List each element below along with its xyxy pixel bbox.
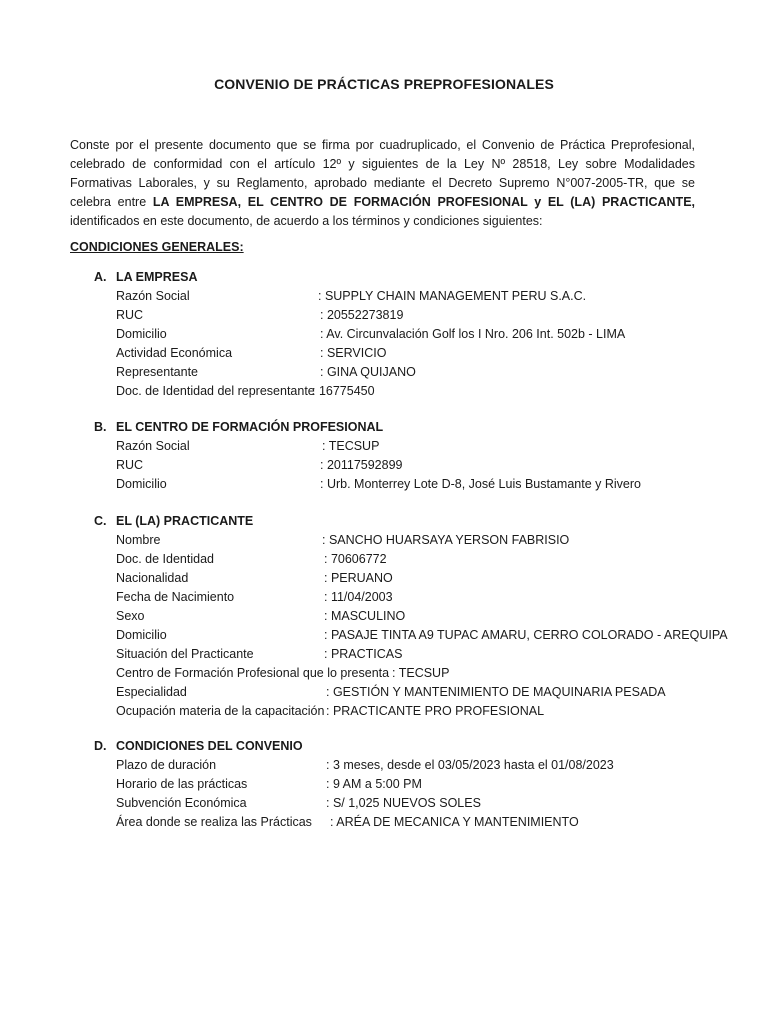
- field-value: : 11/04/2003: [324, 590, 393, 604]
- field-value: : S/ 1,025 NUEVOS SOLES: [326, 796, 481, 810]
- intro-parties-bold: LA EMPRESA, EL CENTRO DE FORMACIÓN PROFESIONAL y EL (LA) PRACTICANTE,: [152, 195, 696, 209]
- field-label: Sexo: [116, 609, 145, 623]
- field-row: [0, 685, 768, 704]
- field-row: [0, 384, 768, 403]
- intro-text-2: identificados en este documento, de acuerdo a los términos y condiciones siguientes:: [70, 214, 543, 228]
- field-label: Doc. de Identidad: [116, 552, 214, 566]
- field-value: : 20552273819: [320, 308, 404, 322]
- field-row: [0, 571, 768, 590]
- field-row: [0, 628, 768, 647]
- field-value: : PRACTICANTE PRO PROFESIONAL: [326, 704, 545, 718]
- field-row: [0, 308, 768, 327]
- field-row: [0, 552, 768, 571]
- field-label: Actividad Económica: [116, 346, 233, 360]
- field-value: : ARÉA DE MECANICA Y MANTENIMIENTO: [330, 815, 579, 829]
- field-row: [0, 365, 768, 384]
- field-label: Situación del Practicante: [116, 647, 254, 661]
- intro-text-1: Conste por el presente documento que se firma por cuadruplicado, el Convenio de Práctica Preprofesional, celebrado de conformidad con el artículo 12º y siguientes de la Ley Nº 28518, Ley sobre Modalidades Formativas Laborales, y su Reglamento, aprobado mediante el Decreto Supremo N°007-2005-TR, que se celebra entre: [70, 138, 695, 209]
- field-label: Fecha de Nacimiento: [116, 590, 235, 604]
- field-value: : PRACTICAS: [324, 647, 403, 661]
- field-value: : PERUANO: [324, 571, 393, 585]
- field-value: : TECSUP: [322, 439, 380, 453]
- field-label: Razón Social: [116, 289, 190, 303]
- field-label: RUC: [116, 308, 144, 322]
- document-title: CONVENIO DE PRÁCTICAS PREPROFESIONALES: [214, 76, 554, 92]
- field-row: [0, 609, 768, 628]
- field-label: RUC: [116, 458, 144, 472]
- field-row: [0, 327, 768, 346]
- field-label: Representante: [116, 365, 199, 379]
- field-row: [0, 704, 768, 723]
- section-letter: D.: [94, 739, 107, 753]
- field-label: Centro de Formación Profesional que lo presenta: [116, 666, 390, 680]
- section-title: LA EMPRESA: [116, 270, 198, 284]
- section-heading: [94, 739, 303, 753]
- section-title: CONDICIONES DEL CONVENIO: [116, 739, 303, 753]
- field-value: : 9 AM a 5:00 PM: [326, 777, 422, 791]
- field-value: : MASCULINO: [324, 609, 406, 623]
- section-heading: [94, 514, 253, 528]
- field-value: : 20117592899: [320, 458, 403, 472]
- field-label: Nacionalidad: [116, 571, 189, 585]
- field-row: [0, 533, 768, 552]
- field-label: Domicilio: [116, 327, 167, 341]
- field-label: Área donde se realiza las Prácticas: [116, 815, 312, 829]
- field-value: : SUPPLY CHAIN MANAGEMENT PERU S.A.C.: [318, 289, 587, 303]
- field-row: [0, 777, 768, 796]
- section-letter: B.: [94, 420, 107, 434]
- field-row: [0, 815, 768, 834]
- field-value: : GESTIÓN Y MANTENIMIENTO DE MAQUINARIA PESADA: [326, 685, 666, 699]
- field-row: [0, 590, 768, 609]
- field-value: : SANCHO HUARSAYA YERSON FABRISIO: [322, 533, 570, 547]
- field-row: [0, 289, 768, 308]
- field-value: : Av. Circunvalación Golf los I Nro. 206 Int. 502b - LIMA: [320, 327, 626, 341]
- field-row: [0, 758, 768, 777]
- field-label: Domicilio: [116, 477, 167, 491]
- field-label: Domicilio: [116, 628, 167, 642]
- field-value: : PASAJE TINTA A9 TUPAC AMARU, CERRO COLORADO - AREQUIPA: [324, 628, 728, 642]
- field-row: [0, 458, 768, 477]
- field-label: Subvención Económica: [116, 796, 247, 810]
- field-row: [0, 477, 768, 496]
- field-row: [0, 346, 768, 365]
- field-label: Plazo de duración: [116, 758, 217, 772]
- field-value: : SERVICIO: [320, 346, 387, 360]
- field-row: [0, 666, 768, 685]
- section-heading: [94, 270, 198, 284]
- field-row: [0, 796, 768, 815]
- intro-paragraph: [70, 136, 695, 231]
- field-value: : 70606772: [324, 552, 387, 566]
- field-label: Especialidad: [116, 685, 187, 699]
- field-value: : 16775450: [312, 384, 375, 398]
- field-label: Razón Social: [116, 439, 190, 453]
- field-label: Ocupación materia de la capacitación: [116, 704, 325, 718]
- section-heading: [94, 420, 383, 434]
- field-value: : 3 meses, desde el 03/05/2023 hasta el 01/08/2023: [326, 758, 614, 772]
- field-row: [0, 439, 768, 458]
- field-row: [0, 647, 768, 666]
- field-value: : Urb. Monterrey Lote D-8, José Luis Bustamante y Rivero: [320, 477, 641, 491]
- conditions-title: CONDICIONES GENERALES:: [70, 240, 244, 254]
- section-letter: C.: [94, 514, 107, 528]
- section-title: EL (LA) PRACTICANTE: [116, 514, 254, 528]
- section-title: EL CENTRO DE FORMACIÓN PROFESIONAL: [116, 420, 384, 434]
- field-label: Nombre: [116, 533, 161, 547]
- field-label: Doc. de Identidad del representante: [116, 384, 315, 398]
- field-value: : GINA QUIJANO: [320, 365, 416, 379]
- field-value: : TECSUP: [392, 666, 450, 680]
- field-label: Horario de las prácticas: [116, 777, 248, 791]
- section-letter: A.: [94, 270, 107, 284]
